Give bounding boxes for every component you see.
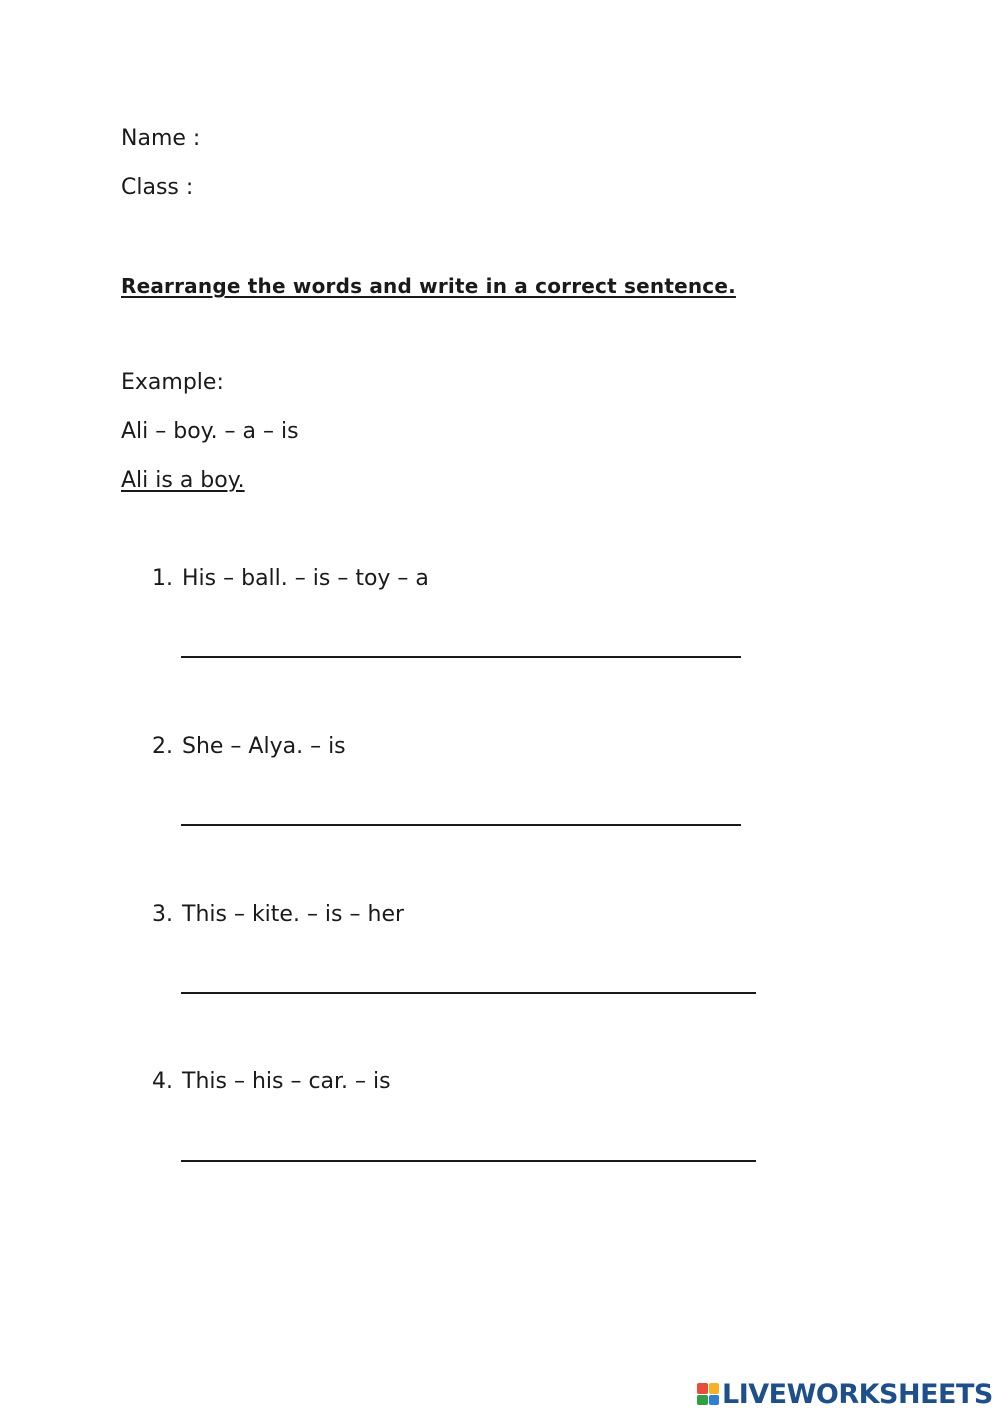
answer-line-3[interactable] [181,992,756,994]
question-number: 4. [152,1069,173,1094]
liveworksheets-logo [697,1378,993,1410]
name-label: Name : [121,126,201,151]
brand-name: LIVEWORKSHEETS [722,1378,993,1410]
question-2 [152,734,346,760]
instruction-heading: Rearrange the words and write in a correct sentence. [121,274,736,298]
question-number: 2. [152,734,173,759]
answer-line-2[interactable] [181,824,741,826]
class-label: Class : [121,175,194,200]
question-1 [152,566,429,592]
question-3 [152,902,404,928]
example-label: Example: [121,370,224,395]
answer-line-4[interactable] [181,1160,756,1162]
question-text: This – kite. – is – her [182,902,405,927]
example-prompt: Ali – boy. – a – is [121,419,299,444]
question-text: She – Alya. – is [182,734,346,759]
question-number: 3. [152,902,173,927]
answer-line-1[interactable] [181,656,741,658]
liveworksheets-logo-icon [697,1383,719,1405]
question-4 [152,1069,391,1095]
question-number: 1. [152,566,173,591]
question-text: His – ball. – is – toy – a [182,566,429,591]
example-answer: Ali is a boy. [121,468,245,493]
question-text: This – his – car. – is [182,1069,391,1094]
